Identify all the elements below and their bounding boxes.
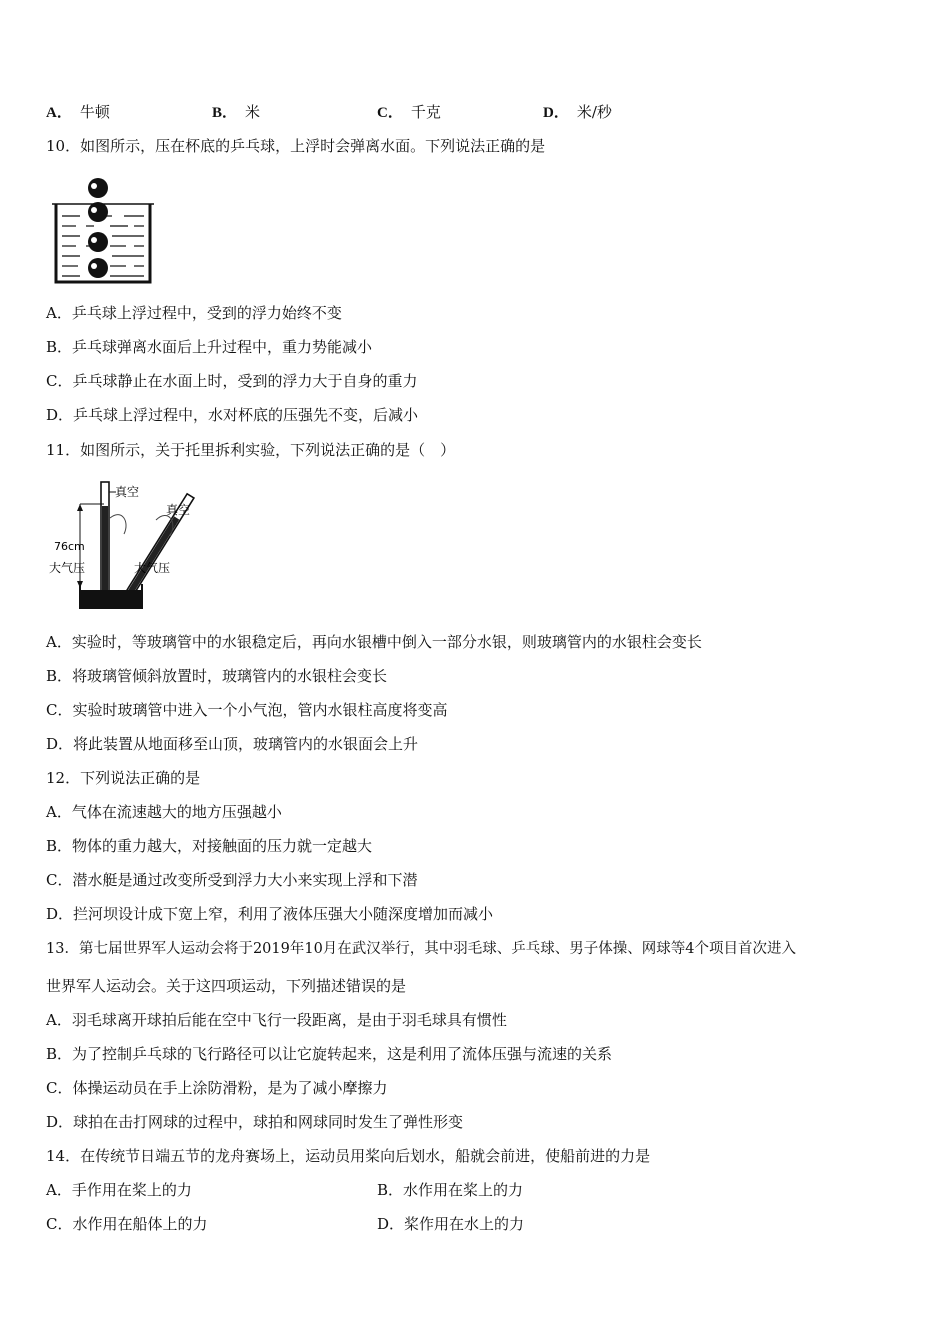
q12-option-a: A．气体在流速越大的地方压强越小 bbox=[46, 803, 282, 821]
q13-option-d: D．球拍在击打网球的过程中，球拍和网球同时发生了弹性形变 bbox=[46, 1113, 464, 1131]
q13-stem-line-1: 13．第七届世界军人运动会将于2019年10月在武汉举行，其中羽毛球、乒乓球、男子体操、网球等4个项目首次进入 bbox=[46, 941, 797, 957]
label-atm-2: 大气压 bbox=[134, 561, 171, 575]
q14-option-c: C．水作用在船体上的力 bbox=[46, 1215, 208, 1233]
q11-option-b: B．将玻璃管倾斜放置时，玻璃管内的水银柱会变长 bbox=[46, 667, 388, 685]
q11-stem: 11．如图所示，关于托里拆利实验，下列说法正确的是（ ） bbox=[46, 441, 456, 459]
q11-option-a: A．实验时，等玻璃管中的水银稳定后，再向水银槽中倒入一部分水银，则玻璃管内的水银柱会变长 bbox=[46, 633, 702, 651]
q13-option-c: C．体操运动员在手上涂防滑粉，是为了减小摩擦力 bbox=[46, 1079, 388, 1097]
q9-option-c: C． 千克 bbox=[377, 103, 441, 121]
label-76cm: 76cm bbox=[54, 540, 85, 553]
q10-stem: 10．如图所示，压在杯底的乒乓球，上浮时会弹离水面。下列说法正确的是 bbox=[46, 137, 546, 155]
q13-stem-line-2: 世界军人运动会。关于这四项运动，下列描述错误的是 bbox=[46, 977, 407, 995]
q12-option-d: D．拦河坝设计成下宽上窄，利用了液体压强大小随深度增加而减小 bbox=[46, 905, 494, 923]
cup-pingpong-figure bbox=[50, 176, 158, 288]
q9-option-a: A． 牛顿 bbox=[46, 103, 110, 121]
q12-stem: 12．下列说法正确的是 bbox=[46, 769, 201, 787]
torricelli-figure bbox=[46, 478, 216, 614]
q10-option-b: B．乒乓球弹离水面后上升过程中，重力势能减小 bbox=[46, 338, 373, 356]
label-vacuum-1: 真空 bbox=[115, 485, 140, 499]
q13-option-a: A．羽毛球离开球拍后能在空中飞行一段距离，是由于羽毛球具有惯性 bbox=[46, 1011, 507, 1029]
q10-option-c: C．乒乓球静止在水面上时，受到的浮力大于自身的重力 bbox=[46, 372, 418, 390]
label-vacuum-2: 真空 bbox=[166, 503, 191, 517]
label-atm-1: 大气压 bbox=[49, 561, 86, 575]
q14-stem: 14．在传统节日端五节的龙舟赛场上，运动员用桨向后划水，船就会前进，使船前进的力是 bbox=[46, 1147, 651, 1165]
q14-option-d: D．桨作用在水上的力 bbox=[377, 1215, 525, 1233]
q11-option-d: D．将此装置从地面移至山顶，玻璃管内的水银面会上升 bbox=[46, 735, 419, 753]
q10-option-d: D．乒乓球上浮过程中，水对杯底的压强先不变，后减小 bbox=[46, 406, 419, 424]
q12-option-c: C．潜水艇是通过改变所受到浮力大小来实现上浮和下潜 bbox=[46, 871, 418, 889]
q9-option-d: D． 米/秒 bbox=[543, 103, 612, 121]
q9-option-b: B． 米 bbox=[212, 103, 261, 121]
q10-option-a: A．乒乓球上浮过程中，受到的浮力始终不变 bbox=[46, 304, 342, 322]
q14-option-b: B．水作用在桨上的力 bbox=[377, 1181, 524, 1199]
q12-option-b: B．物体的重力越大，对接触面的压力就一定越大 bbox=[46, 837, 373, 855]
q11-option-c: C．实验时玻璃管中进入一个小气泡，管内水银柱高度将变高 bbox=[46, 701, 448, 719]
q13-option-b: B．为了控制乒乓球的飞行路径可以让它旋转起来，这是利用了流体压强与流速的关系 bbox=[46, 1045, 613, 1063]
q14-option-a: A．手作用在桨上的力 bbox=[46, 1181, 192, 1199]
